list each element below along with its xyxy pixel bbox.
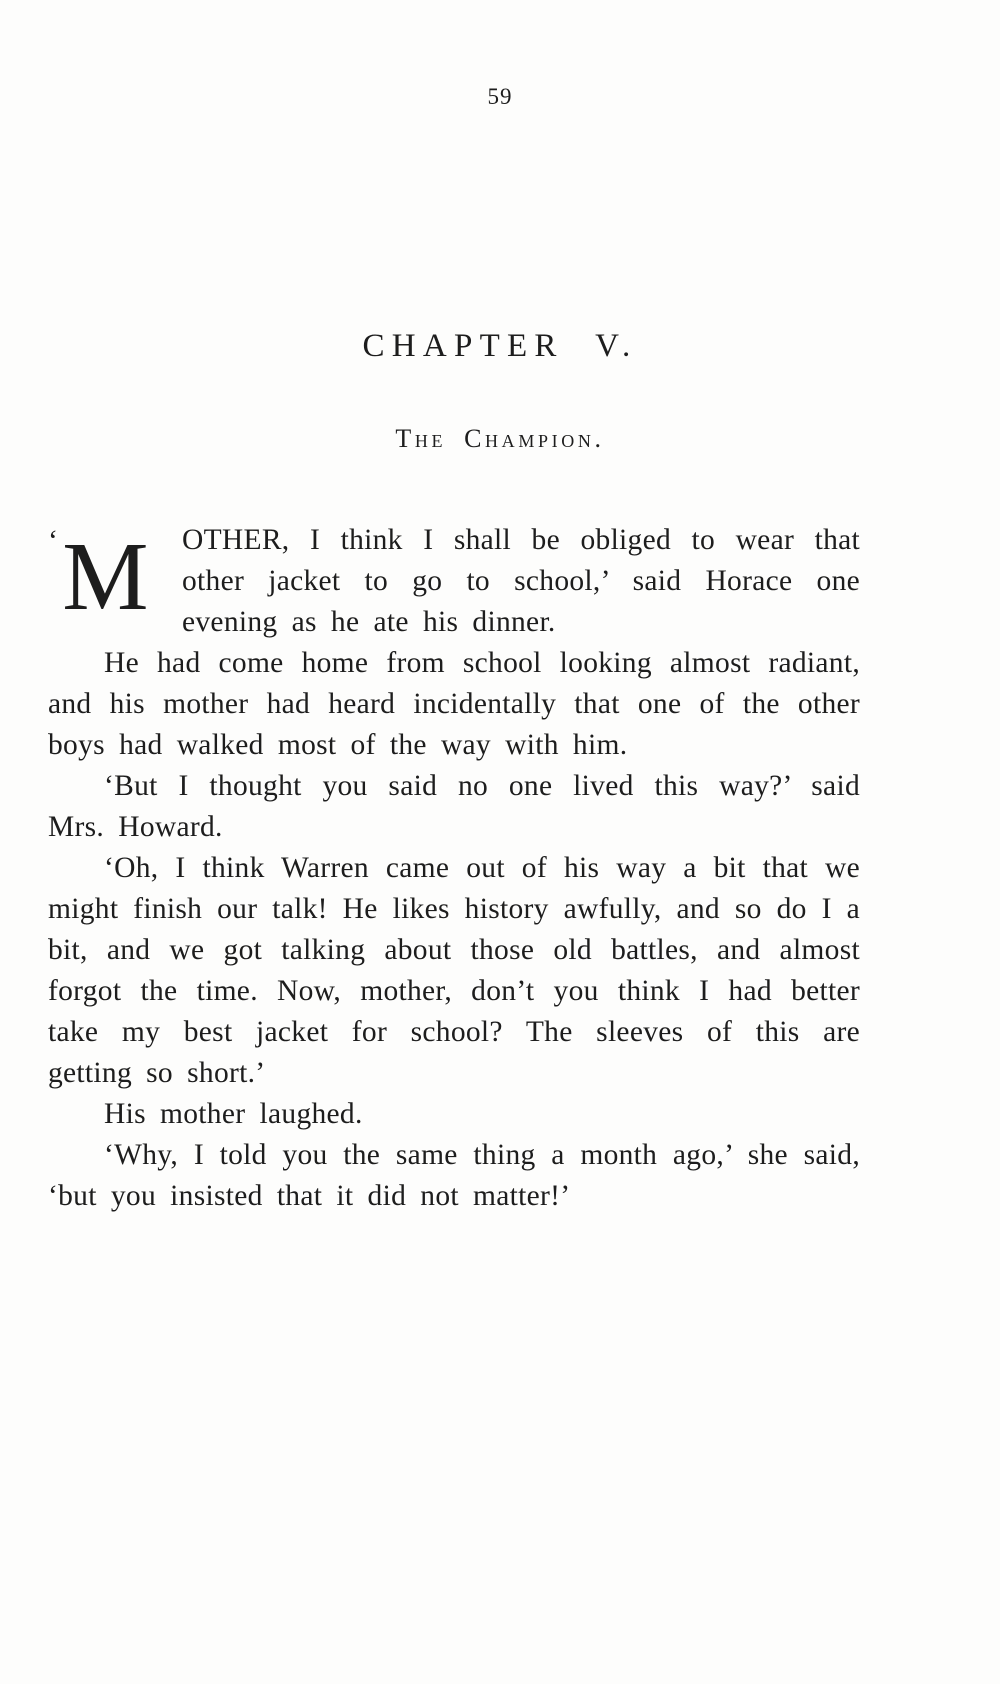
paragraph-opening-text: OTHER, I think I shall be obliged to wear that other jacket to go to school,’ said Horace one evening as he ate his dinner. — [182, 524, 860, 638]
body-text — [48, 520, 860, 1217]
drop-cap-initial: M — [62, 523, 149, 630]
chapter-heading: CHAPTER V. — [362, 328, 638, 364]
paragraph: ‘Oh, I think Warren came out of his way a bit that we might finish our talk! He likes history awfully, and so do I a bit, and we got talking about those old battles, and almost forgot the time. Now, mother, don’t you think I had better take my best jacket for school? The sleeves of this are getting so short.’ — [48, 852, 860, 1089]
paragraph: His mother laughed. — [104, 1098, 363, 1130]
paragraph-opening — [48, 520, 860, 643]
paragraph: He had come home from school looking almost radiant, and his mother had heard incidentally that one of the other boys had walked most of the way with him. — [48, 647, 860, 761]
chapter-subtitle: The Champion. — [395, 424, 605, 453]
lead-quote: ‘ — [48, 524, 59, 557]
page-number: 59 — [487, 84, 513, 109]
paragraph: ‘But I thought you said no one lived this way?’ said Mrs. Howard. — [48, 770, 860, 843]
paragraph: ‘Why, I told you the same thing a month ago,’ she said, ‘but you insisted that it did not matter!’ — [48, 1139, 860, 1212]
drop-cap-box — [48, 520, 182, 639]
